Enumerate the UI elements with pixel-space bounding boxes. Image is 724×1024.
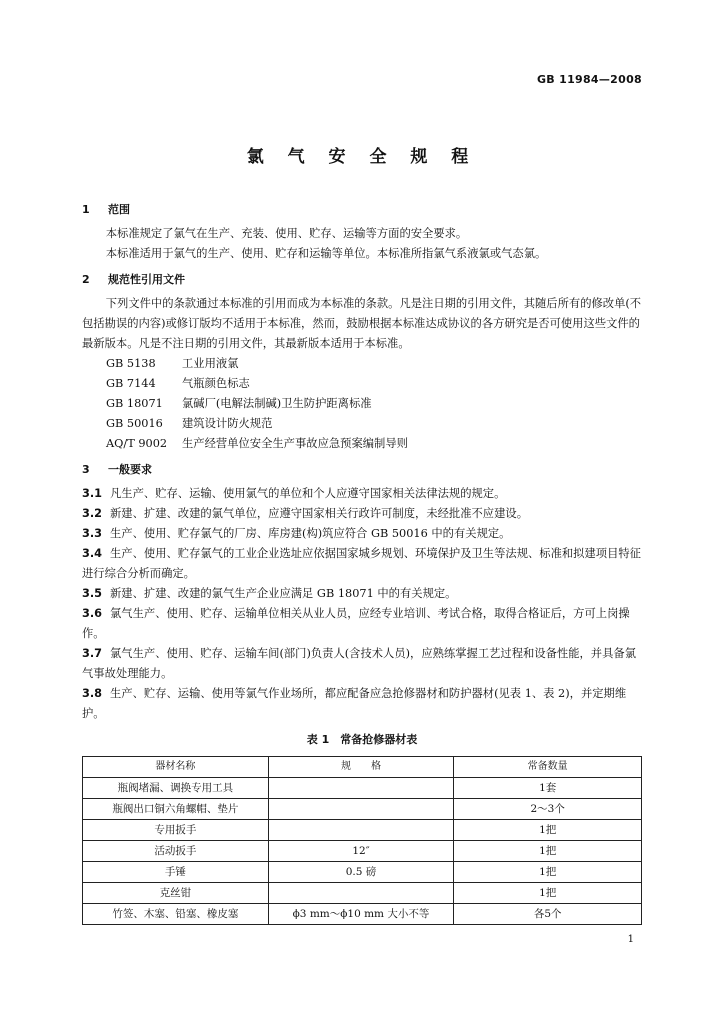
table-row	[83, 820, 642, 841]
clause-3-6	[82, 604, 642, 644]
reference-code: GB 7144	[106, 377, 156, 390]
reference-name: 生产经营单位安全生产事故应急预案编制导则	[182, 437, 408, 450]
clause-number: 3.4	[82, 547, 103, 560]
table-cell: 12″	[268, 841, 454, 862]
table-cell: 1把	[454, 820, 642, 841]
table-cell: 克丝钳	[83, 883, 269, 904]
table-cell: 1把	[454, 883, 642, 904]
reference-item	[82, 354, 642, 374]
reference-name: 气瓶颜色标志	[182, 377, 250, 390]
document-body	[82, 200, 642, 925]
section-title: 范围	[108, 203, 130, 216]
clause-text: 氯气生产、使用、贮存、运输单位相关从业人员，应经专业培训、考试合格，取得合格证后，方可上岗操作。	[82, 607, 630, 640]
clause-text: 凡生产、贮存、运输、使用氯气的单位和个人应遵守国家相关法律法规的规定。	[110, 487, 506, 500]
clause-number: 3.7	[82, 647, 103, 660]
clause-3-5	[82, 584, 642, 604]
column-header: 规 格	[268, 757, 454, 778]
table-row	[83, 883, 642, 904]
page-number: 1	[627, 934, 634, 945]
reference-code: AQ/T 9002	[106, 437, 168, 450]
clause-3-7	[82, 644, 642, 684]
reference-name: 氯碱厂(电解法制碱)卫生防护距离标准	[182, 397, 372, 410]
table-header-row	[83, 757, 642, 778]
table-row	[83, 841, 642, 862]
section-number: 3	[82, 463, 90, 476]
table-cell: 手锤	[83, 862, 269, 883]
reference-name: 工业用液氯	[182, 357, 239, 370]
table-cell: 1把	[454, 841, 642, 862]
table-row	[83, 778, 642, 799]
clause-text: 生产、使用、贮存氯气的工业企业选址应依据国家城乡规划、环境保护及卫生等法规、标准和拟建项目特征进行综合分析而确定。	[82, 547, 641, 580]
table-cell	[268, 778, 454, 799]
clause-3-8	[82, 684, 642, 724]
reference-item	[82, 434, 642, 454]
section-number: 2	[82, 273, 90, 286]
table-row	[83, 904, 642, 925]
table-cell: 竹签、木塞、铅塞、橡皮塞	[83, 904, 269, 925]
column-header: 常备数量	[454, 757, 642, 778]
section-heading-2	[82, 270, 642, 290]
table-cell: ϕ3 mm～ϕ10 mm 大小不等	[268, 904, 454, 925]
table-cell: 1把	[454, 862, 642, 883]
table-cell	[268, 883, 454, 904]
table-cell: 瓶阀出口铜六角螺帽、垫片	[83, 799, 269, 820]
equipment-table	[82, 756, 642, 925]
table-caption: 表 1 常备抢修器材表	[306, 733, 418, 746]
clause-number: 3.2	[82, 507, 103, 520]
reference-item	[82, 394, 642, 414]
table-cell: 2～3个	[454, 799, 642, 820]
clause-number: 3.8	[82, 687, 103, 700]
table-cell: 各5个	[454, 904, 642, 925]
table-cell	[268, 820, 454, 841]
table-cell	[268, 799, 454, 820]
paragraph: 本标准规定了氯气在生产、充装、使用、贮存、运输等方面的安全要求。	[105, 227, 468, 240]
section-heading-3	[82, 460, 642, 480]
paragraph: 下列文件中的条款通过本标准的引用而成为本标准的条款。凡是注日期的引用文件，其随后所有的修改单(不包括勘误的内容)或修订版均不适用于本标准，然而，鼓励根据本标准达成协议的各方研究是否可使用这些文件的最新版本。凡是不注日期的引用文件，其最新版本适用于本标准。	[82, 297, 642, 350]
reference-code: GB 50016	[106, 417, 163, 430]
clause-number: 3.3	[82, 527, 103, 540]
reference-item	[82, 414, 642, 434]
column-header: 器材名称	[83, 757, 269, 778]
section-number: 1	[82, 203, 90, 216]
clause-3-3	[82, 524, 642, 544]
table-cell: 专用扳手	[83, 820, 269, 841]
table-cell: 1套	[454, 778, 642, 799]
clause-number: 3.5	[82, 587, 103, 600]
clause-text: 生产、贮存、运输、使用等氯气作业场所，都应配备应急抢修器材和防护器材(见表 1、表 2)，并定期维护。	[82, 687, 627, 720]
table-cell: 0.5 磅	[268, 862, 454, 883]
section-title: 规范性引用文件	[108, 273, 185, 286]
reference-item	[82, 374, 642, 394]
document-title: 氯 气 安 全 规 程	[246, 147, 478, 167]
reference-code: GB 5138	[106, 357, 156, 370]
clause-number: 3.1	[82, 487, 103, 500]
clause-3-1	[82, 484, 642, 504]
section-heading-1	[82, 200, 642, 220]
clause-text: 氯气生产、使用、贮存、运输车间(部门)负责人(含技术人员)，应熟练掌握工艺过程和设备性能，并具备氯气事故处理能力。	[82, 647, 636, 680]
table-row	[83, 799, 642, 820]
table-cell: 活动扳手	[83, 841, 269, 862]
clause-number: 3.6	[82, 607, 103, 620]
paragraph: 本标准适用于氯气的生产、使用、贮存和运输等单位。本标准所指氯气系液氯或气态氯。	[105, 247, 547, 260]
reference-name: 建筑设计防火规范	[182, 417, 273, 430]
clause-text: 生产、使用、贮存氯气的厂房、库房建(构)筑应符合 GB 50016 中的有关规定。	[110, 527, 511, 540]
table-row	[83, 862, 642, 883]
clause-3-4	[82, 544, 642, 584]
clause-3-2	[82, 504, 642, 524]
table-cell: 瓶阀堵漏、调换专用工具	[83, 778, 269, 799]
reference-code: GB 18071	[106, 397, 163, 410]
clause-text: 新建、扩建、改建的氯气单位，应遵守国家相关行政许可制度，未经批准不应建设。	[110, 507, 528, 520]
section-title: 一般要求	[108, 463, 152, 476]
standard-code: GB 11984—2008	[536, 73, 642, 86]
clause-text: 新建、扩建、改建的氯气生产企业应满足 GB 18071 中的有关规定。	[110, 587, 457, 600]
